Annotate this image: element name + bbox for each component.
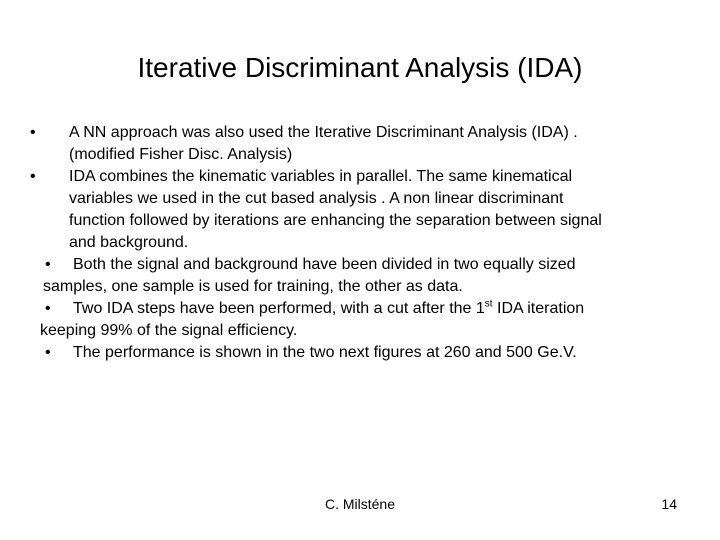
bullet-line: Two IDA steps have been performed, with a cut after the 1: [73, 300, 485, 317]
bullet-line: The performance is shown in the two next figures at 260 and 500 Ge.V.: [73, 344, 577, 361]
bullet-item: [30, 122, 680, 166]
bullet-line: IDA iteration: [492, 300, 585, 317]
slide-body: [0, 122, 720, 364]
bullet-dot: •: [45, 256, 51, 273]
bullet-line: (modified Fisher Disc. Analysis): [69, 146, 293, 163]
bullet-item: [40, 298, 680, 342]
bullet-dot: •: [30, 168, 36, 185]
bullet-line: A NN approach was also used the Iterative Discriminant Analysis (IDA) .: [69, 124, 578, 141]
bullet-line: keeping 99% of the signal efficiency.: [40, 322, 298, 339]
page-number: 14: [661, 496, 677, 512]
bullet-dot: •: [30, 124, 36, 141]
bullet-line: function followed by iterations are enhancing the separation between signal: [69, 212, 602, 229]
bullet-line: Both the signal and background have been divided in two equally sized: [73, 256, 576, 273]
bullet-line: samples, one sample is used for training, the other as data.: [43, 278, 463, 295]
bullet-line: IDA combines the kinematic variables in parallel. The same kinematical: [69, 168, 573, 185]
slide-footer: [0, 494, 720, 514]
slide-title: Iterative Discriminant Analysis (IDA): [137, 52, 583, 83]
superscript: st: [484, 298, 493, 310]
bullet-item: [43, 342, 680, 364]
bullet-dot: •: [45, 300, 51, 317]
bullet-dot: •: [45, 344, 51, 361]
bullet-line: variables we used in the cut based analysis . A non linear discriminant: [69, 190, 564, 207]
bullet-line-wrap: [40, 320, 680, 342]
bullet-line: and background.: [69, 234, 189, 251]
footer-author: C. Milsténe: [324, 496, 396, 512]
bullet-item: [30, 166, 680, 254]
bullet-item: [43, 254, 680, 298]
